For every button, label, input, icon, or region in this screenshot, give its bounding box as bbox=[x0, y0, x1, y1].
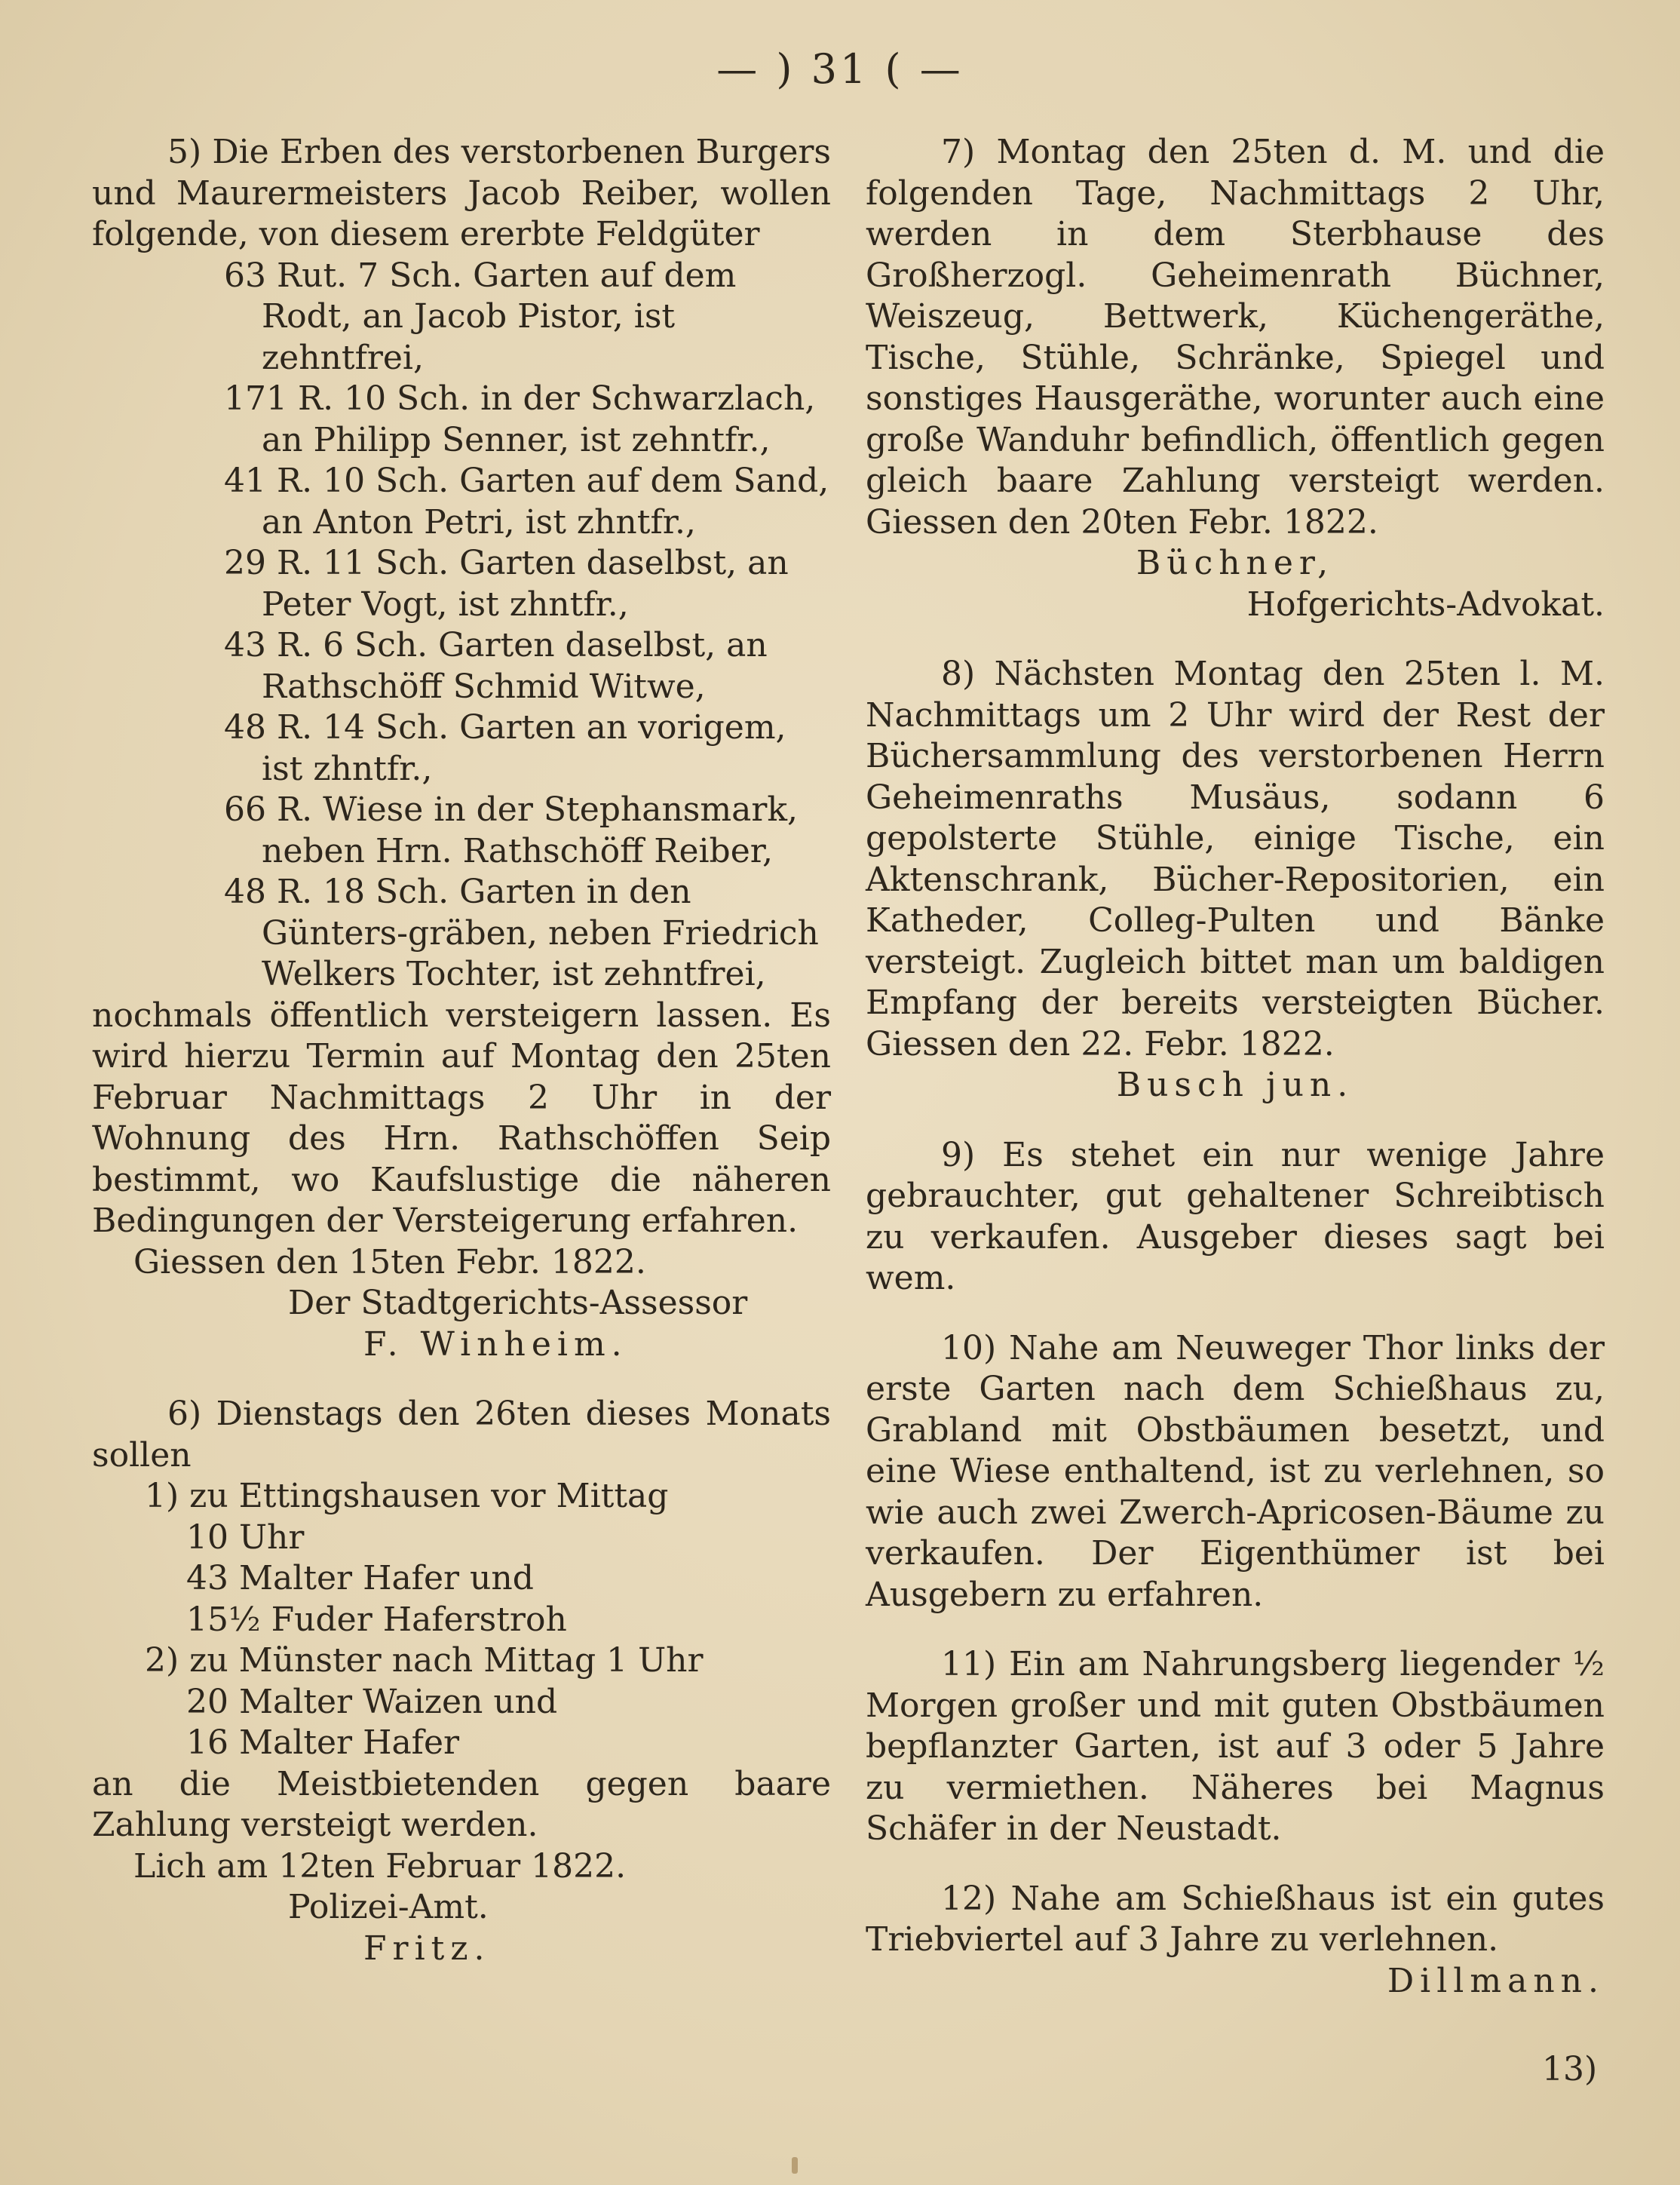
notice-8-body: 8) Nächsten Montag den 25ten l. M. Nachmittags um 2 Uhr wird der Rest der Büchersammlung des verstorbenen Herrn Geheimenraths Musäus, sodann 6 gepolsterte Stühle, einige Tische, ein Aktenschrank, Bücher-Repositorien, ein Katheder, Colleg-Pulten und Bänke versteigt. Zugleich bittet man um baldigen Empfang der bereits versteigten Bücher. Giessen den 22. Febr. 1822. bbox=[866, 655, 1605, 1063]
list-item: 48 R. 14 Sch. Garten an vorigem, ist zhntfr., bbox=[224, 708, 786, 788]
notice-5-intro: 5) Die Erben des verstorbenen Burgers und Maurermeisters Jacob Reiber, wollen folgende, von diesem ererbte Feldgüter bbox=[92, 133, 831, 253]
list-item: 63 Rut. 7 Sch. Garten auf dem Rodt, an Jacob Pistor, ist zehntfrei, bbox=[224, 256, 737, 377]
notice-9 bbox=[866, 1135, 1605, 1300]
list-item: 48 R. 18 Sch. Garten in den Günters-gräben, neben Friedrich Welkers Tochter, ist zehntfrei, bbox=[224, 873, 819, 993]
notice-6-signature-name: Fritz. bbox=[363, 1929, 491, 1968]
notice-10 bbox=[866, 1328, 1605, 1616]
notice-6-signature-title: Polizei-Amt. bbox=[288, 1888, 489, 1926]
right-column bbox=[866, 132, 1605, 2030]
notice-7-signature-name: Büchner, bbox=[1136, 544, 1335, 582]
paper-mark bbox=[792, 2157, 798, 2174]
left-column bbox=[92, 132, 831, 1998]
notice-8-signature: Busch jun. bbox=[1116, 1066, 1354, 1104]
notice-12 bbox=[866, 1879, 1605, 2002]
catchword: 13) bbox=[1542, 2050, 1598, 2088]
notice-7 bbox=[866, 132, 1605, 625]
notice-6 bbox=[92, 1394, 831, 1969]
list-item: 43 R. 6 Sch. Garten daselbst, an Rathschöff Schmid Witwe, bbox=[224, 626, 768, 706]
notice-8 bbox=[866, 654, 1605, 1106]
list-item: 29 R. 11 Sch. Garten daselbst, an Peter Vogt, ist zhntfr., bbox=[224, 544, 789, 624]
list-item: 20 Malter Waizen und bbox=[186, 1682, 558, 1721]
notice-6-section-1-time: 10 Uhr bbox=[186, 1518, 305, 1557]
notice-6-section-2-heading: 2) zu Münster nach Mittag 1 Uhr bbox=[145, 1641, 704, 1680]
notice-7-body: 7) Montag den 25ten d. M. und die folgenden Tage, Nachmittags 2 Uhr, werden in dem Sterbhause des Großherzogl. Geheimenrath Büchner, Weiszeug, Bettwerk, Küchengeräthe, Tische, Stühle, Schränke, Spiegel und sonstiges Hausgeräthe, worunter auch eine große Wanduhr befindlich, öffentlich gegen gleich baare Zahlung versteigt werden. Giessen den 20ten Febr. 1822. bbox=[866, 133, 1605, 542]
notice-12-body: 12) Nahe am Schießhaus ist ein gutes Triebviertel auf 3 Jahre zu verlehnen. bbox=[866, 1879, 1605, 1959]
notice-5-signature-name: F. Winheim. bbox=[363, 1324, 628, 1364]
notice-12-signature: Dillmann. bbox=[1387, 1961, 1605, 2000]
list-item: 15½ Fuder Haferstroh bbox=[186, 1600, 567, 1639]
notice-9-body: 9) Es stehet ein nur wenige Jahre gebrauchter, gut gehaltener Schreibtisch zu verkaufen. Ausgeber dieses sagt bei wem. bbox=[866, 1135, 1605, 1297]
notice-11 bbox=[866, 1644, 1605, 1850]
notice-5 bbox=[92, 132, 831, 1365]
list-item: 171 R. 10 Sch. in der Schwarzlach, an Philipp Senner, ist zehntfr., bbox=[224, 379, 816, 459]
list-item: 66 R. Wiese in der Stephansmark, neben Hrn. Rathschöff Reiber, bbox=[224, 790, 799, 870]
notice-10-body: 10) Nahe am Neuweger Thor links der erste Garten nach dem Schießhaus zu, Grabland mit Obstbäumen besetzt, und eine Wiese enthaltend, ist zu verlehnen, so wie auch zwei Zwerch-Apricosen-Bäume zu verkaufen. Der Eigenthümer ist bei Ausgebern zu erfahren. bbox=[866, 1328, 1605, 1614]
notice-6-intro: 6) Dienstags den 26ten dieses Monats sollen bbox=[92, 1395, 831, 1475]
list-item: 16 Malter Hafer bbox=[186, 1723, 460, 1762]
notice-5-signature-title: Der Stadtgerichts-Assessor bbox=[288, 1284, 748, 1322]
notice-6-body: an die Meistbietenden gegen baare Zahlung versteigt werden. bbox=[92, 1764, 831, 1844]
notice-5-date: Giessen den 15ten Febr. 1822. bbox=[133, 1242, 646, 1281]
notice-5-body: nochmals öffentlich versteigern lassen. Es wird hierzu Termin auf Montag den 25ten Februar Nachmittags 2 Uhr in der Wohnung des Hrn. Rathschöffen Seip bestimmt, wo Kaufslustige die näheren Bedingungen der Versteigerung erfahren. bbox=[92, 996, 831, 1240]
notice-7-signature-title: Hofgerichts-Advokat. bbox=[1246, 585, 1605, 624]
list-item: 43 Malter Hafer und bbox=[186, 1559, 534, 1597]
list-item: 41 R. 10 Sch. Garten auf dem Sand, an Anton Petri, ist zhntfr., bbox=[224, 462, 829, 542]
notice-6-date: Lich am 12ten Februar 1822. bbox=[133, 1846, 627, 1886]
page-header: — ) 31 ( — bbox=[716, 45, 964, 93]
notice-6-section-1-heading: 1) zu Ettingshausen vor Mittag bbox=[145, 1477, 669, 1515]
notice-11-body: 11) Ein am Nahrungsberg liegender ½ Morgen großer und mit guten Obstbäumen bepflanzter Garten, ist auf 3 oder 5 Jahre zu vermiethen. Näheres bei Magnus Schäfer in der Neustadt. bbox=[866, 1645, 1605, 1848]
